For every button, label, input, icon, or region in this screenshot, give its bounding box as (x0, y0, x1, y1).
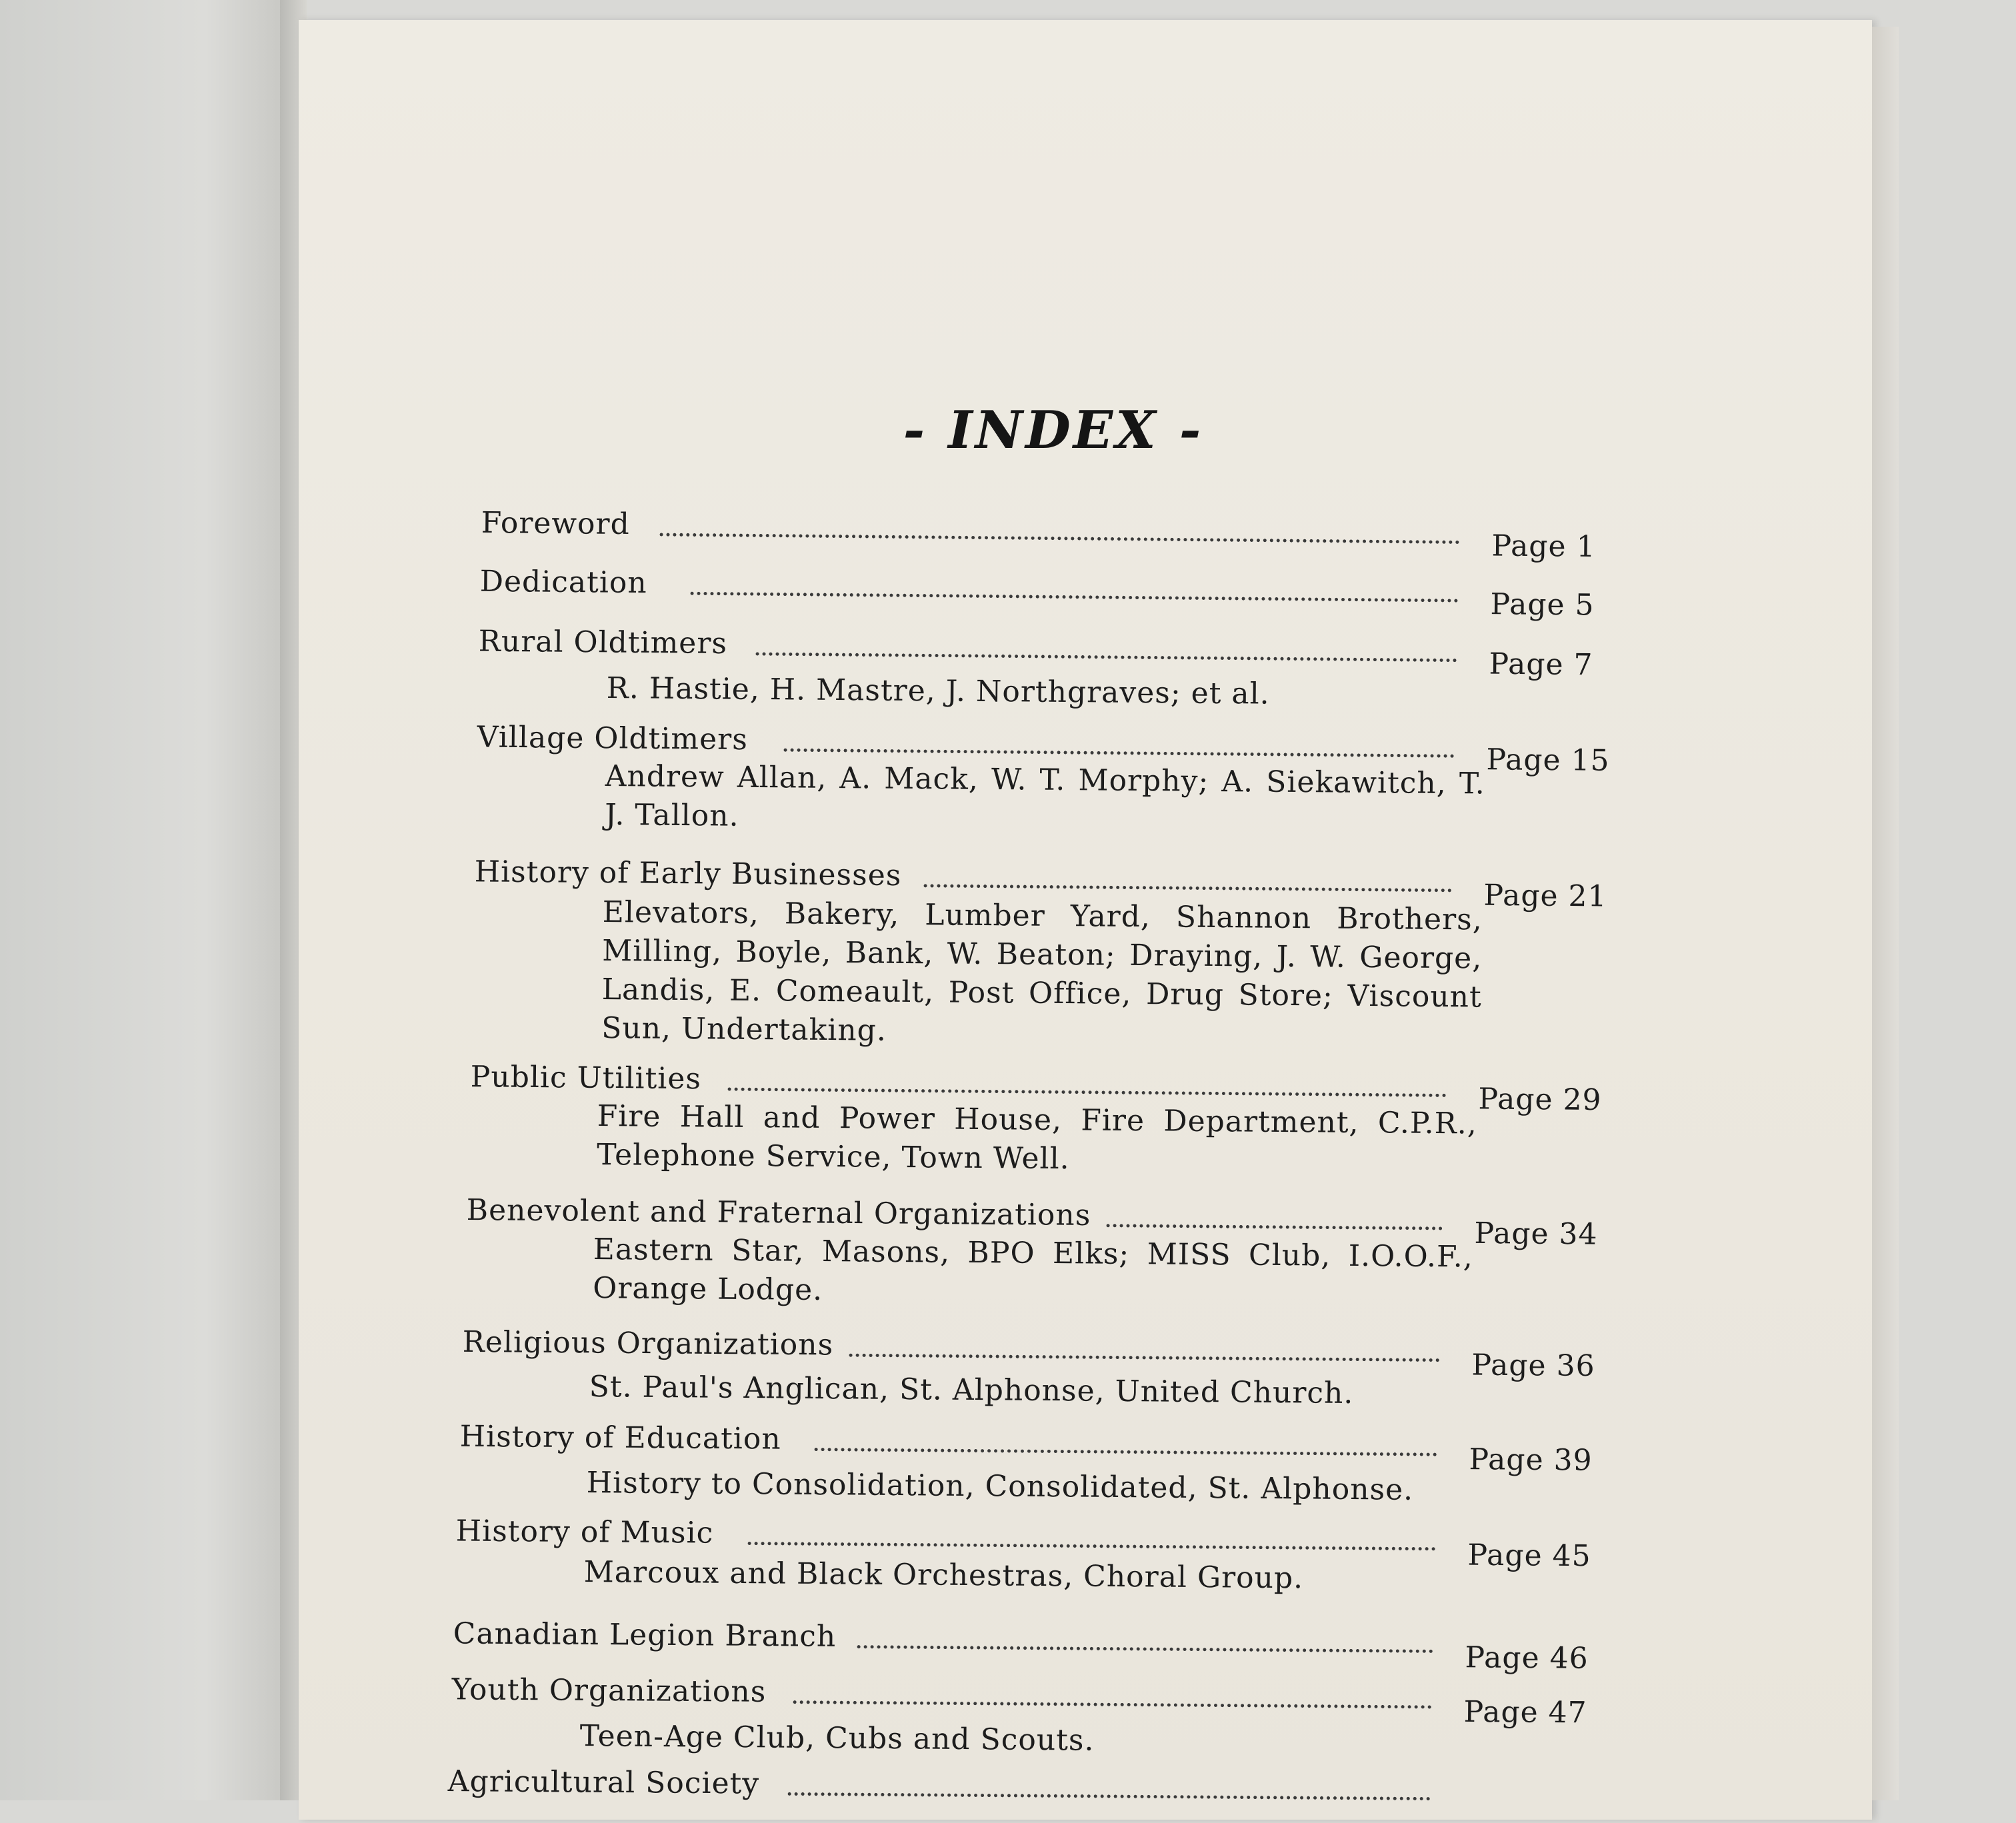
entry-page-number: Page 47 (1463, 1694, 1587, 1730)
dot-leader (924, 884, 1452, 892)
entry-title: History of Music (455, 1514, 714, 1550)
entry-title: Canadian Legion Branch (453, 1616, 837, 1654)
entry-subtitle: Elevators, Bakery, Lumber Yard, Shannon Brothers, Milling, Boyle, Bank, W. Beaton; Draying, J. W. George, Landis, E. Comeault, Post Office, Drug Store; Viscount Sun, Undertaking. (601, 895, 1483, 1048)
entry-title: Dedication (479, 564, 647, 601)
entry-subtitle: St. Paul's Anglican, St. Alphonse, United Church. (589, 1370, 1354, 1411)
entry-subtitle: Teen-Age Club, Cubs and Scouts. (579, 1719, 1095, 1758)
entry-subtitle: Marcoux and Black Orchestras, Choral Group. (583, 1555, 1304, 1596)
entry-page-number: Page 39 (1469, 1442, 1593, 1478)
entry-title: Village Oldtimers (477, 720, 749, 757)
entry-title: Religious Organizations (462, 1324, 834, 1362)
dot-leader (788, 1792, 1431, 1800)
entry-title: Benevolent and Fraternal Organizations (466, 1192, 1091, 1232)
entry-title: Youth Organizations (451, 1672, 767, 1709)
entry-page-number: Page 21 (1483, 878, 1607, 914)
entry-page-number: Page 5 (1490, 587, 1595, 623)
dot-leader (748, 1542, 1436, 1550)
entry-page-number: Page 36 (1471, 1348, 1595, 1384)
entry-subtitle: R. Hastie, H. Mastre, J. Northgraves; et al. (606, 671, 1270, 711)
entry-page-number: Page 1 (1491, 529, 1596, 564)
entry-subtitle: Eastern Star, Masons, BPO Elks; MISS Club, I.O.O.F., Orange Lodge. (593, 1232, 1473, 1308)
entry-page-number: Page 15 (1486, 743, 1610, 778)
entry-page-number: Page 29 (1478, 1082, 1602, 1117)
entry-title: History of Early Businesses (474, 855, 902, 893)
dot-leader (756, 652, 1457, 662)
dot-leader (784, 749, 1455, 758)
dot-leader (728, 1088, 1447, 1097)
dot-leader (1107, 1224, 1443, 1230)
dot-leader (793, 1700, 1432, 1708)
dot-leader (691, 592, 1459, 603)
entry-page-number: Page 7 (1489, 647, 1593, 683)
dot-leader (849, 1354, 1440, 1362)
dot-leader (857, 1645, 1433, 1653)
entry-title: Foreword (481, 505, 631, 542)
entry-subtitle: Fire Hall and Power House, Fire Department, C.P.R., Telephone Service, Town Well. (597, 1098, 1477, 1176)
dot-leader (660, 533, 1460, 545)
entry-title: Rural Oldtimers (478, 624, 728, 661)
entry-page-number: Page 46 (1465, 1640, 1589, 1676)
entry-title: Public Utilities (470, 1060, 702, 1096)
entry-title: Agricultural Society (447, 1764, 760, 1801)
entry-subtitle: History to Consolidation, Consolidated, St. Alphonse. (586, 1466, 1414, 1507)
dot-leader (815, 1448, 1437, 1456)
index-title: - INDEX - (903, 400, 1204, 461)
entry-title: History of Education (459, 1419, 781, 1456)
entry-subtitle: Andrew Allan, A. Mack, W. T. Morphy; A. Siekawitch, T. J. Tallon. (605, 759, 1485, 833)
entry-page-number: Page 34 (1474, 1216, 1598, 1252)
entry-page-number: Page 45 (1467, 1538, 1591, 1574)
